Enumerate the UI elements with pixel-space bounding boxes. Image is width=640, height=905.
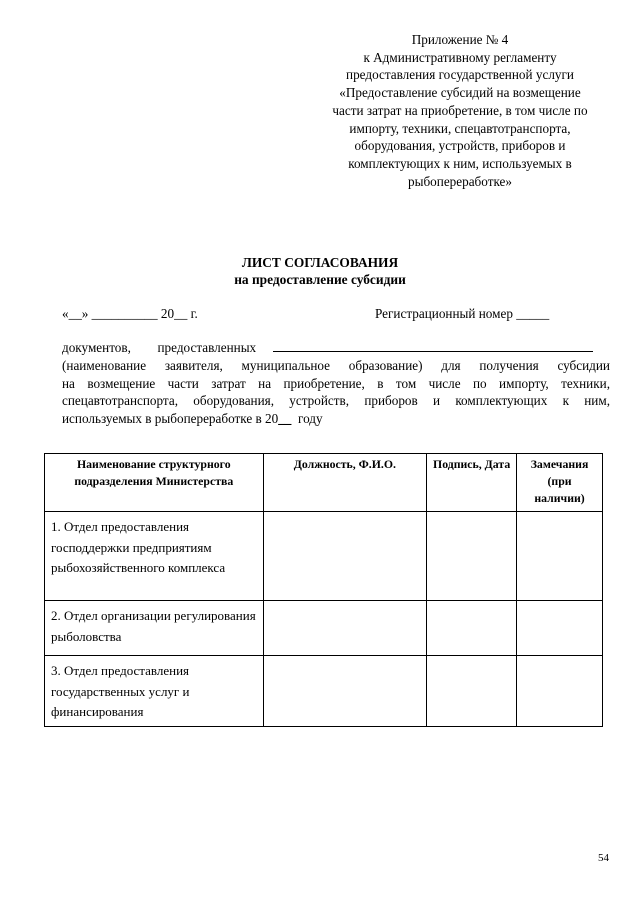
paragraph-lead-2: предоставленных [157, 340, 257, 355]
appendix-line: предоставления государственной услуги [346, 67, 574, 83]
column-header-signature: Подпись, Дата [427, 454, 517, 512]
year-blank: __ [278, 411, 292, 427]
position-cell[interactable] [263, 512, 427, 601]
department-cell: 2. Отдел организации регулирования рыболовства [45, 601, 264, 656]
department-cell: 1. Отдел предоставления господдержки предприятиям рыбохозяйственного комплекса [45, 512, 264, 601]
appendix-line: части затрат на приобретение, в том числе по [332, 102, 588, 118]
appendix-line: Приложение № 4 [411, 32, 509, 47]
column-header-department: Наименование структурного подразделения Министерства [45, 454, 264, 512]
date-line: «__» __________ 20__ г. [62, 306, 198, 321]
applicant-blank-line [273, 339, 593, 352]
column-header-remarks: Замечания (при наличии) [517, 454, 603, 512]
title-line-1: ЛИСТ СОГЛАСОВАНИЯ [241, 255, 399, 270]
paragraph-line-2: (наименование заявителя, муниципальное образование) для получения субсидии [62, 357, 610, 373]
signature-cell[interactable] [427, 601, 517, 656]
paragraph-line-4: спецавтотранспорта, оборудования, устройств, приборов и комплектующих к ним, [62, 393, 610, 409]
column-header-position: Должность, Ф.И.О. [263, 454, 427, 512]
paragraph-line-5 [62, 410, 610, 428]
table-row [45, 656, 603, 727]
documents-paragraph [62, 339, 610, 428]
table-row [45, 601, 603, 656]
paragraph-line-3: на возмещение части затрат на приобретение, в том числе по импорту, техники, [62, 375, 610, 391]
department-cell: 3. Отдел предоставления государственных услуг и финансирования [45, 656, 264, 727]
paragraph-line-1 [62, 339, 610, 357]
table-row [45, 512, 603, 601]
position-cell[interactable] [263, 656, 427, 727]
year-prefix: используемых в рыбопереработке в 20 [62, 411, 279, 427]
appendix-line: оборудования, устройств, приборов и [354, 138, 566, 154]
title-line-2: на предоставление субсидии [234, 272, 406, 287]
remarks-cell[interactable] [517, 512, 603, 601]
remarks-cell[interactable] [517, 601, 603, 656]
signature-cell[interactable] [427, 656, 517, 727]
appendix-line: «Предоставление субсидий на возмещение [339, 85, 581, 101]
appendix-line: комплектующих к ним, используемых в [348, 155, 572, 171]
paragraph-lead: документов, [62, 340, 131, 355]
remarks-cell[interactable] [517, 656, 603, 727]
approval-table [44, 453, 603, 727]
position-cell[interactable] [263, 601, 427, 656]
appendix-line: к Административному регламенту [363, 49, 557, 65]
appendix-line: рыбопереработке» [408, 173, 512, 189]
signature-cell[interactable] [427, 512, 517, 601]
document-title [0, 254, 640, 288]
registration-number-line: Регистрационный номер _____ [375, 306, 550, 321]
table-header-row [45, 454, 603, 512]
appendix-header [300, 31, 620, 190]
appendix-line: импорту, техники, спецавтотранспорта, [349, 120, 571, 136]
page-number: 54 [598, 852, 609, 864]
year-suffix: году [291, 411, 323, 427]
